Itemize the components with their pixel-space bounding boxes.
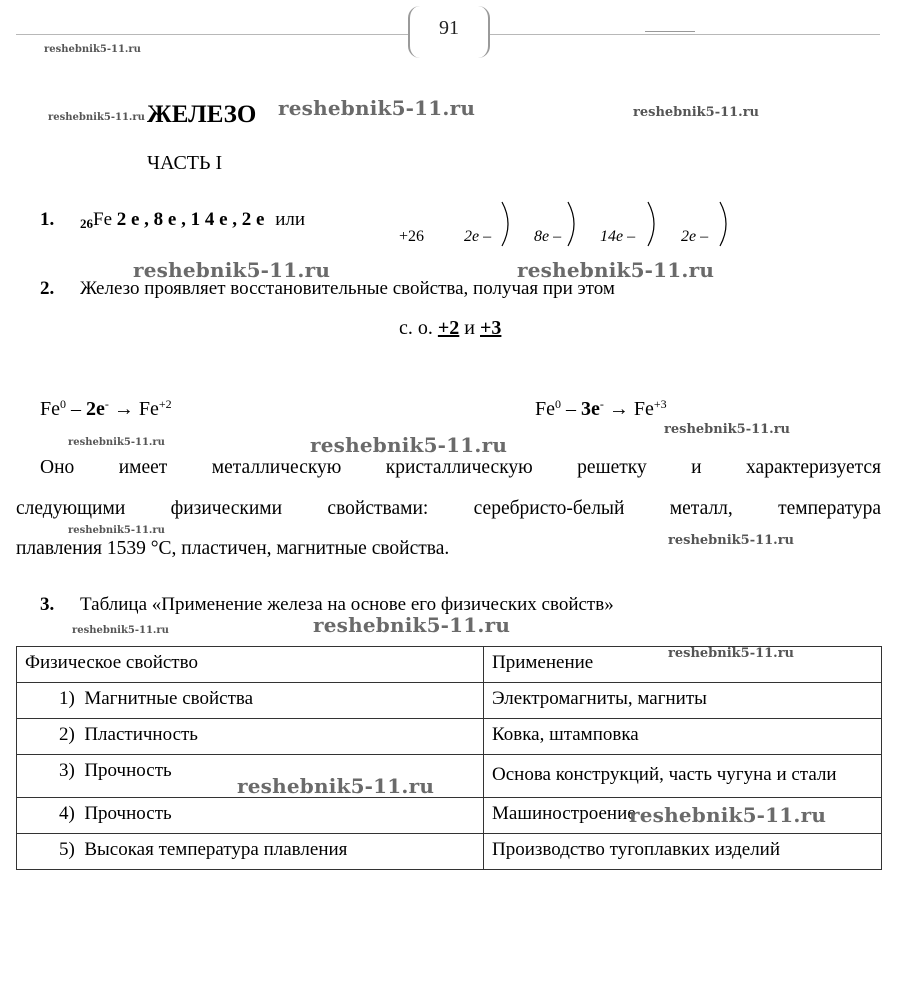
watermark: reshebnik5-11.ru — [668, 533, 795, 548]
ox-state-1: +2 — [437, 317, 460, 339]
use-cell: Машиностроение — [484, 798, 882, 834]
eq-charge: +3 — [653, 397, 667, 411]
eq-element: Fe — [138, 398, 159, 420]
part-heading: ЧАСТЬ I — [147, 152, 223, 174]
electron-config — [80, 209, 305, 231]
table-row — [17, 834, 882, 870]
row-number: 2) — [59, 724, 75, 745]
oxidation-states — [399, 317, 501, 340]
eq-element: Fe — [535, 398, 555, 420]
shell-arc — [502, 202, 508, 246]
use-cell: Производство тугоплавких изделий — [484, 834, 882, 870]
shell-1: 2e – — [464, 228, 492, 245]
watermark: reshebnik5-11.ru — [517, 258, 715, 282]
row-number: 3) — [59, 760, 75, 781]
watermark: reshebnik5-11.ru — [237, 774, 435, 798]
header-cell: Применение — [484, 647, 882, 683]
header-rule-left — [16, 34, 408, 35]
shell-2: 8e – — [534, 228, 562, 245]
watermark: reshebnik5-11.ru — [664, 422, 791, 437]
nucleus-charge: +26 — [399, 228, 425, 245]
atomic-number: 26 — [80, 216, 93, 231]
watermark: reshebnik5-11.ru — [68, 437, 165, 448]
watermark: reshebnik5-11.ru — [68, 525, 165, 536]
eq-electrons: 3e — [581, 398, 600, 420]
paragraph-line: Оно имеет металлическую кристаллическую решетку и характеризуется — [40, 457, 881, 478]
row-number: 4) — [59, 803, 75, 824]
property-text: Прочность — [84, 760, 172, 781]
watermark: reshebnik5-11.ru — [133, 258, 331, 282]
property-cell — [17, 834, 484, 870]
shell-4: 2e – — [681, 228, 709, 245]
watermark: reshebnik5-11.ru — [313, 613, 511, 637]
property-cell — [17, 683, 484, 719]
page-title: ЖЕЛЕЗО — [147, 101, 257, 128]
shell-3: 14e – — [600, 228, 636, 245]
header-rule-right — [488, 34, 880, 35]
equation-1 — [40, 398, 172, 421]
item-3-number: 3. — [40, 594, 55, 615]
shell-arc — [648, 202, 654, 246]
table-row — [17, 755, 882, 798]
watermark: reshebnik5-11.ru — [633, 105, 760, 120]
use-cell: Основа конструкций, часть чугуна и стали — [484, 755, 882, 798]
header-cell: Физическое свойство — [17, 647, 484, 683]
watermark: reshebnik5-11.ru — [278, 96, 476, 120]
property-text: Магнитные свойства — [84, 688, 254, 709]
eq-minus: – — [71, 398, 81, 420]
use-cell: Ковка, штамповка — [484, 719, 882, 755]
property-text: Высокая температура плавления — [84, 839, 348, 860]
applications-table — [16, 646, 882, 870]
item-2-text: Железо проявляет восстановительные свойства, получая при этом — [80, 278, 615, 299]
item-1-number: 1. — [40, 209, 55, 230]
eq-charge: 0 — [60, 397, 66, 411]
item-2-number: 2. — [40, 278, 55, 299]
watermark: reshebnik5-11.ru — [629, 803, 827, 827]
equation-2 — [535, 398, 667, 421]
eq-electron-sign: - — [599, 397, 604, 411]
row-number: 1) — [59, 688, 75, 709]
eq-arrow: → — [113, 398, 134, 420]
eq-electron-sign: - — [104, 397, 109, 411]
table-caption: Таблица «Применение железа на основе его физических свойств» — [80, 594, 614, 615]
table-row — [17, 683, 882, 719]
ox-prefix: с. о. — [399, 317, 433, 339]
ox-state-2: +3 — [480, 317, 502, 339]
ox-and: и — [464, 317, 475, 339]
table-row — [17, 719, 882, 755]
shell-arcs — [390, 196, 740, 256]
watermark: reshebnik5-11.ru — [668, 646, 795, 661]
property-text: Пластичность — [84, 724, 198, 745]
eq-element: Fe — [40, 398, 60, 420]
page-number: 91 — [408, 6, 490, 58]
element-symbol: Fe — [93, 209, 112, 230]
or-word: или — [275, 209, 306, 230]
config-text: 2 e , 8 e , 1 4 e , 2 e — [116, 209, 265, 230]
watermark: reshebnik5-11.ru — [48, 112, 145, 123]
header-rule-accent — [645, 31, 695, 32]
shell-arc — [720, 202, 726, 246]
eq-electrons: 2e — [86, 398, 105, 420]
use-cell: Электромагниты, магниты — [484, 683, 882, 719]
eq-arrow: → — [608, 398, 629, 420]
eq-charge: 0 — [555, 397, 561, 411]
shell-arc — [568, 202, 574, 246]
watermark: reshebnik5-11.ru — [72, 625, 169, 636]
row-number: 5) — [59, 839, 75, 860]
eq-charge: +2 — [158, 397, 172, 411]
watermark: reshebnik5-11.ru — [44, 44, 141, 55]
property-text: Прочность — [84, 803, 172, 824]
eq-minus: – — [566, 398, 576, 420]
eq-element: Fe — [633, 398, 654, 420]
paragraph-line: следующими физическими свойствами: серебристо-белый металл, температура — [16, 498, 881, 519]
watermark: reshebnik5-11.ru — [310, 433, 508, 457]
paragraph-line: плавления 1539 °С, пластичен, магнитные свойства. — [16, 538, 450, 559]
property-cell — [17, 719, 484, 755]
property-cell — [17, 798, 484, 834]
